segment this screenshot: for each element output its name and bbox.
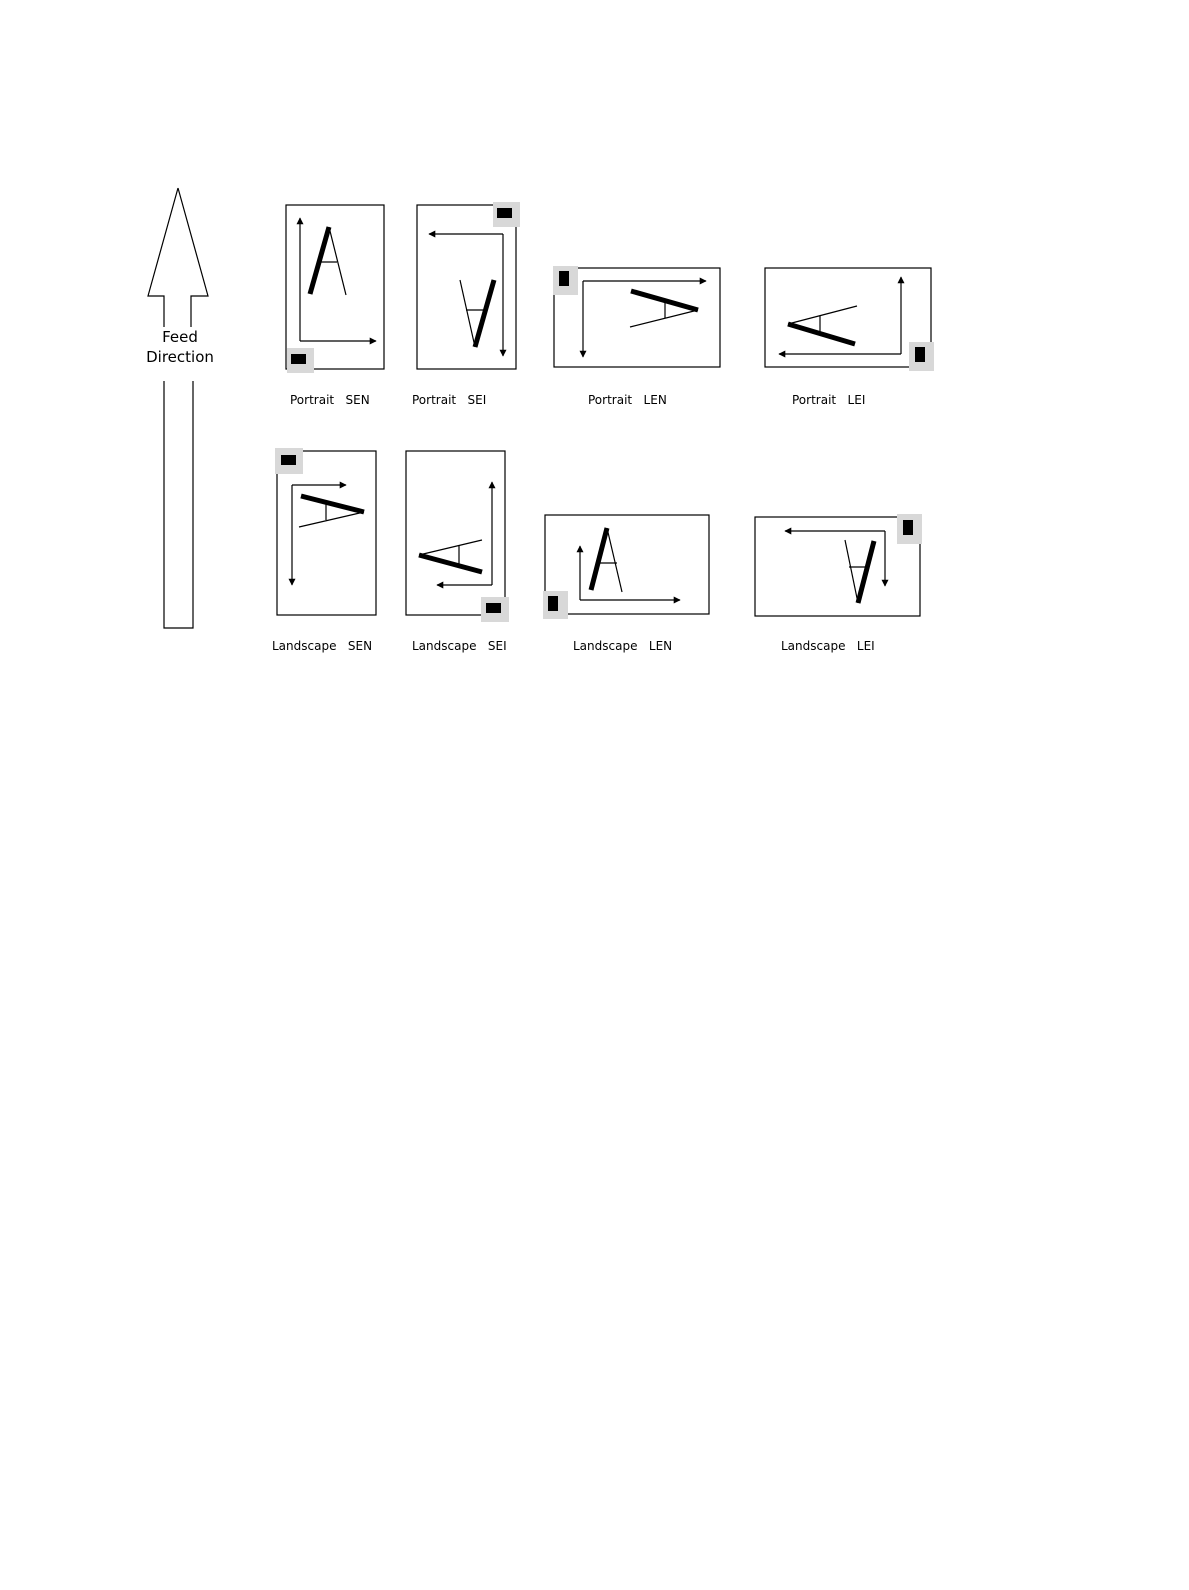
landscape-len-diagram bbox=[543, 515, 709, 619]
landscape-sen-diagram bbox=[275, 448, 376, 615]
staple-marker-icon bbox=[897, 514, 922, 544]
portrait-sen-diagram bbox=[286, 205, 384, 373]
portrait-len-diagram bbox=[553, 266, 720, 367]
portrait-sen-label: Portrait SEN bbox=[290, 393, 370, 407]
landscape-sei-label: Landscape SEI bbox=[412, 639, 507, 653]
feed-direction-label-line1: Feed bbox=[162, 328, 198, 346]
landscape-len-label: Landscape LEN bbox=[573, 639, 673, 653]
landscape-lei-diagram bbox=[755, 514, 922, 616]
portrait-lei-label: Portrait LEI bbox=[792, 393, 866, 407]
staple-marker-icon bbox=[553, 266, 578, 295]
staple-marker-icon bbox=[493, 202, 520, 227]
portrait-len-label: Portrait LEN bbox=[588, 393, 667, 407]
portrait-sei-diagram bbox=[417, 202, 520, 369]
portrait-sei-label: Portrait SEI bbox=[412, 393, 487, 407]
landscape-sei-diagram bbox=[406, 451, 509, 622]
portrait-lei-diagram bbox=[765, 268, 934, 371]
staple-marker-icon bbox=[287, 348, 314, 373]
staple-marker-icon bbox=[909, 342, 934, 371]
staple-marker-icon bbox=[543, 591, 568, 619]
feed-direction-arrow-icon bbox=[148, 188, 208, 628]
staple-marker-icon bbox=[275, 448, 303, 474]
landscape-sen-label: Landscape SEN bbox=[272, 639, 373, 653]
feed-direction-label-line2: Direction bbox=[146, 348, 214, 366]
staple-marker-icon bbox=[481, 597, 509, 622]
landscape-lei-label: Landscape LEI bbox=[781, 639, 875, 653]
